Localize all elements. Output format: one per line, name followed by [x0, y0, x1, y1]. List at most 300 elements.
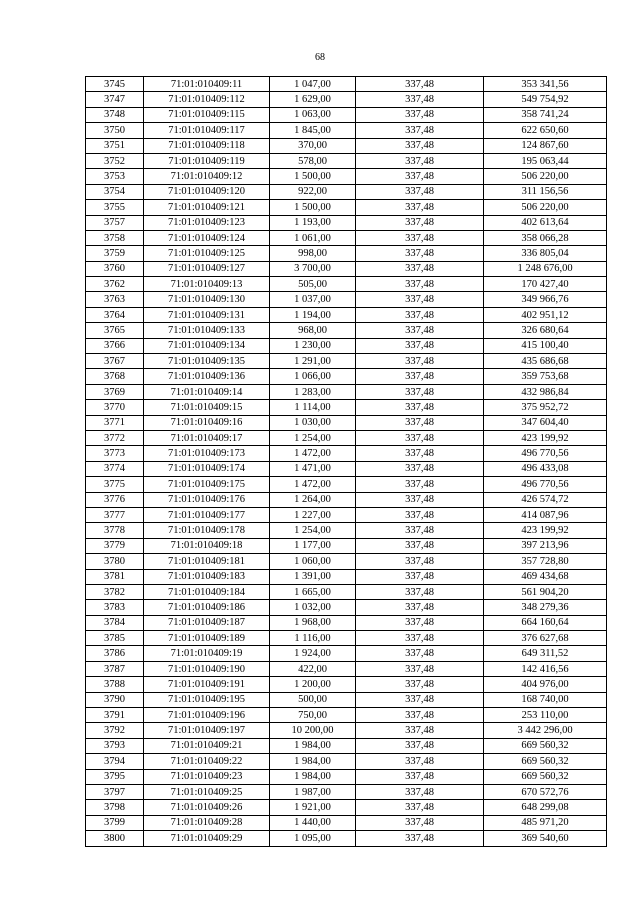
- row-number-cell: 3790: [86, 692, 144, 707]
- rate-cell: 337,48: [356, 738, 484, 753]
- area-cell: 1 254,00: [270, 523, 356, 538]
- rate-cell: 337,48: [356, 77, 484, 92]
- rate-cell: 337,48: [356, 415, 484, 430]
- area-cell: 1 114,00: [270, 400, 356, 415]
- table-row: [86, 338, 607, 353]
- table-row: [86, 492, 607, 507]
- cadastral-number-cell: 71:01:010409:112: [144, 92, 270, 107]
- value-cell: 669 560,32: [484, 738, 607, 753]
- value-cell: 648 299,08: [484, 800, 607, 815]
- area-cell: 1 283,00: [270, 384, 356, 399]
- table-row: [86, 800, 607, 815]
- area-cell: 1 500,00: [270, 200, 356, 215]
- rate-cell: 337,48: [356, 123, 484, 138]
- cadastral-number-cell: 71:01:010409:19: [144, 646, 270, 661]
- cadastral-number-cell: 71:01:010409:187: [144, 615, 270, 630]
- row-number-cell: 3752: [86, 153, 144, 168]
- area-cell: 1 200,00: [270, 677, 356, 692]
- cadastral-number-cell: 71:01:010409:119: [144, 153, 270, 168]
- value-cell: 622 650,60: [484, 123, 607, 138]
- area-cell: 922,00: [270, 184, 356, 199]
- area-cell: 1 471,00: [270, 461, 356, 476]
- value-cell: 326 680,64: [484, 323, 607, 338]
- value-cell: 375 952,72: [484, 400, 607, 415]
- table-row: [86, 277, 607, 292]
- rate-cell: 337,48: [356, 615, 484, 630]
- row-number-cell: 3777: [86, 507, 144, 522]
- cadastral-number-cell: 71:01:010409:29: [144, 831, 270, 846]
- rate-cell: 337,48: [356, 769, 484, 784]
- cadastral-number-cell: 71:01:010409:189: [144, 631, 270, 646]
- area-cell: 1 500,00: [270, 169, 356, 184]
- cadastral-number-cell: 71:01:010409:173: [144, 446, 270, 461]
- table-row: [86, 631, 607, 646]
- area-cell: 1 063,00: [270, 107, 356, 122]
- area-cell: 1 987,00: [270, 784, 356, 799]
- rate-cell: 337,48: [356, 507, 484, 522]
- area-cell: 1 984,00: [270, 738, 356, 753]
- cadastral-number-cell: 71:01:010409:176: [144, 492, 270, 507]
- value-cell: 506 220,00: [484, 169, 607, 184]
- rate-cell: 337,48: [356, 261, 484, 276]
- value-cell: 1 248 676,00: [484, 261, 607, 276]
- rate-cell: 337,48: [356, 661, 484, 676]
- table-row: [86, 292, 607, 307]
- area-cell: 1 968,00: [270, 615, 356, 630]
- value-cell: 311 156,56: [484, 184, 607, 199]
- cadastral-number-cell: 71:01:010409:127: [144, 261, 270, 276]
- area-cell: 998,00: [270, 246, 356, 261]
- value-cell: 496 433,08: [484, 461, 607, 476]
- cadastral-number-cell: 71:01:010409:134: [144, 338, 270, 353]
- table-row: [86, 230, 607, 245]
- rate-cell: 337,48: [356, 800, 484, 815]
- row-number-cell: 3774: [86, 461, 144, 476]
- row-number-cell: 3772: [86, 430, 144, 445]
- row-number-cell: 3784: [86, 615, 144, 630]
- value-cell: 496 770,56: [484, 477, 607, 492]
- cadastral-number-cell: 71:01:010409:124: [144, 230, 270, 245]
- cadastral-number-cell: 71:01:010409:26: [144, 800, 270, 815]
- value-cell: 168 740,00: [484, 692, 607, 707]
- cadastral-number-cell: 71:01:010409:125: [144, 246, 270, 261]
- row-number-cell: 3785: [86, 631, 144, 646]
- value-cell: 423 199,92: [484, 430, 607, 445]
- area-cell: 1 177,00: [270, 538, 356, 553]
- value-cell: 670 572,76: [484, 784, 607, 799]
- rate-cell: 337,48: [356, 584, 484, 599]
- table-row: [86, 184, 607, 199]
- area-cell: 1 472,00: [270, 477, 356, 492]
- cadastral-number-cell: 71:01:010409:117: [144, 123, 270, 138]
- area-cell: 1 037,00: [270, 292, 356, 307]
- cadastral-number-cell: 71:01:010409:21: [144, 738, 270, 753]
- value-cell: 170 427,40: [484, 277, 607, 292]
- cadastral-number-cell: 71:01:010409:22: [144, 754, 270, 769]
- value-cell: 376 627,68: [484, 631, 607, 646]
- area-cell: 1 629,00: [270, 92, 356, 107]
- rate-cell: 337,48: [356, 646, 484, 661]
- cadastral-number-cell: 71:01:010409:177: [144, 507, 270, 522]
- row-number-cell: 3770: [86, 400, 144, 415]
- table-row: [86, 92, 607, 107]
- rate-cell: 337,48: [356, 277, 484, 292]
- table-row: [86, 677, 607, 692]
- value-cell: 3 442 296,00: [484, 723, 607, 738]
- row-number-cell: 3767: [86, 354, 144, 369]
- area-cell: 1 032,00: [270, 600, 356, 615]
- cadastral-number-cell: 71:01:010409:184: [144, 584, 270, 599]
- cadastral-number-cell: 71:01:010409:25: [144, 784, 270, 799]
- rate-cell: 337,48: [356, 215, 484, 230]
- value-cell: 358 066,28: [484, 230, 607, 245]
- cadastral-number-cell: 71:01:010409:136: [144, 369, 270, 384]
- row-number-cell: 3758: [86, 230, 144, 245]
- table-row: [86, 138, 607, 153]
- cadastral-number-cell: 71:01:010409:191: [144, 677, 270, 692]
- value-cell: 549 754,92: [484, 92, 607, 107]
- rate-cell: 337,48: [356, 354, 484, 369]
- value-cell: 347 604,40: [484, 415, 607, 430]
- table-row: [86, 354, 607, 369]
- value-cell: 195 063,44: [484, 153, 607, 168]
- table-row: [86, 538, 607, 553]
- rate-cell: 337,48: [356, 384, 484, 399]
- value-cell: 423 199,92: [484, 523, 607, 538]
- value-cell: 404 976,00: [484, 677, 607, 692]
- area-cell: 578,00: [270, 153, 356, 168]
- table-row: [86, 769, 607, 784]
- row-number-cell: 3763: [86, 292, 144, 307]
- area-cell: 1 264,00: [270, 492, 356, 507]
- row-number-cell: 3773: [86, 446, 144, 461]
- row-number-cell: 3778: [86, 523, 144, 538]
- cadastral-number-cell: 71:01:010409:195: [144, 692, 270, 707]
- row-number-cell: 3795: [86, 769, 144, 784]
- table-body: [86, 77, 607, 847]
- table-row: [86, 323, 607, 338]
- row-number-cell: 3797: [86, 784, 144, 799]
- rate-cell: 337,48: [356, 400, 484, 415]
- area-cell: 1 984,00: [270, 754, 356, 769]
- area-cell: 1 665,00: [270, 584, 356, 599]
- table-row: [86, 615, 607, 630]
- row-number-cell: 3779: [86, 538, 144, 553]
- row-number-cell: 3799: [86, 815, 144, 830]
- cadastral-number-cell: 71:01:010409:118: [144, 138, 270, 153]
- table-row: [86, 153, 607, 168]
- table-row: [86, 215, 607, 230]
- value-cell: 253 110,00: [484, 708, 607, 723]
- table-row: [86, 307, 607, 322]
- row-number-cell: 3786: [86, 646, 144, 661]
- row-number-cell: 3753: [86, 169, 144, 184]
- rate-cell: 337,48: [356, 554, 484, 569]
- area-cell: 3 700,00: [270, 261, 356, 276]
- area-cell: 1 193,00: [270, 215, 356, 230]
- area-cell: 1 984,00: [270, 769, 356, 784]
- row-number-cell: 3782: [86, 584, 144, 599]
- row-number-cell: 3793: [86, 738, 144, 753]
- value-cell: 561 904,20: [484, 584, 607, 599]
- rate-cell: 337,48: [356, 92, 484, 107]
- table-row: [86, 784, 607, 799]
- row-number-cell: 3800: [86, 831, 144, 846]
- rate-cell: 337,48: [356, 631, 484, 646]
- rate-cell: 337,48: [356, 369, 484, 384]
- rate-cell: 337,48: [356, 200, 484, 215]
- row-number-cell: 3755: [86, 200, 144, 215]
- cadastral-number-cell: 71:01:010409:131: [144, 307, 270, 322]
- cadastral-number-cell: 71:01:010409:28: [144, 815, 270, 830]
- value-cell: 336 805,04: [484, 246, 607, 261]
- rate-cell: 337,48: [356, 492, 484, 507]
- row-number-cell: 3783: [86, 600, 144, 615]
- table-row: [86, 646, 607, 661]
- value-cell: 357 728,80: [484, 554, 607, 569]
- table-row: [86, 477, 607, 492]
- area-cell: 1 921,00: [270, 800, 356, 815]
- rate-cell: 337,48: [356, 307, 484, 322]
- rate-cell: 337,48: [356, 754, 484, 769]
- rate-cell: 337,48: [356, 430, 484, 445]
- value-cell: 142 416,56: [484, 661, 607, 676]
- cadastral-number-cell: 71:01:010409:135: [144, 354, 270, 369]
- value-cell: 664 160,64: [484, 615, 607, 630]
- value-cell: 469 434,68: [484, 569, 607, 584]
- row-number-cell: 3780: [86, 554, 144, 569]
- row-number-cell: 3787: [86, 661, 144, 676]
- table-row: [86, 754, 607, 769]
- rate-cell: 337,48: [356, 831, 484, 846]
- rate-cell: 337,48: [356, 538, 484, 553]
- cadastral-number-cell: 71:01:010409:186: [144, 600, 270, 615]
- rate-cell: 337,48: [356, 338, 484, 353]
- table-row: [86, 369, 607, 384]
- rate-cell: 337,48: [356, 107, 484, 122]
- table-row: [86, 430, 607, 445]
- table-row: [86, 831, 607, 846]
- cadastral-number-cell: 71:01:010409:133: [144, 323, 270, 338]
- cadastral-number-cell: 71:01:010409:121: [144, 200, 270, 215]
- row-number-cell: 3768: [86, 369, 144, 384]
- cadastral-number-cell: 71:01:010409:181: [144, 554, 270, 569]
- cadastral-number-cell: 71:01:010409:120: [144, 184, 270, 199]
- row-number-cell: 3757: [86, 215, 144, 230]
- table-row: [86, 261, 607, 276]
- area-cell: 750,00: [270, 708, 356, 723]
- row-number-cell: 3748: [86, 107, 144, 122]
- area-cell: 1 047,00: [270, 77, 356, 92]
- cadastral-number-cell: 71:01:010409:178: [144, 523, 270, 538]
- value-cell: 359 753,68: [484, 369, 607, 384]
- area-cell: 500,00: [270, 692, 356, 707]
- rate-cell: 337,48: [356, 477, 484, 492]
- cadastral-number-cell: 71:01:010409:23: [144, 769, 270, 784]
- row-number-cell: 3750: [86, 123, 144, 138]
- table-row: [86, 661, 607, 676]
- cadastral-number-cell: 71:01:010409:18: [144, 538, 270, 553]
- area-cell: 505,00: [270, 277, 356, 292]
- area-cell: 1 845,00: [270, 123, 356, 138]
- value-cell: 358 741,24: [484, 107, 607, 122]
- area-cell: 1 066,00: [270, 369, 356, 384]
- rate-cell: 337,48: [356, 815, 484, 830]
- table-row: [86, 692, 607, 707]
- area-cell: 1 061,00: [270, 230, 356, 245]
- row-number-cell: 3775: [86, 477, 144, 492]
- page-number: 68: [315, 52, 325, 63]
- cadastral-number-cell: 71:01:010409:14: [144, 384, 270, 399]
- area-cell: 1 030,00: [270, 415, 356, 430]
- row-number-cell: 3788: [86, 677, 144, 692]
- rate-cell: 337,48: [356, 692, 484, 707]
- cadastral-number-cell: 71:01:010409:183: [144, 569, 270, 584]
- cadastral-number-cell: 71:01:010409:17: [144, 430, 270, 445]
- cadastral-number-cell: 71:01:010409:115: [144, 107, 270, 122]
- table-row: [86, 200, 607, 215]
- area-cell: 370,00: [270, 138, 356, 153]
- cadastral-number-cell: 71:01:010409:197: [144, 723, 270, 738]
- rate-cell: 337,48: [356, 184, 484, 199]
- cadastral-number-cell: 71:01:010409:16: [144, 415, 270, 430]
- value-cell: 414 087,96: [484, 507, 607, 522]
- row-number-cell: 3776: [86, 492, 144, 507]
- table-row: [86, 523, 607, 538]
- area-cell: 1 472,00: [270, 446, 356, 461]
- rate-cell: 337,48: [356, 446, 484, 461]
- value-cell: 496 770,56: [484, 446, 607, 461]
- table-row: [86, 569, 607, 584]
- value-cell: 506 220,00: [484, 200, 607, 215]
- cadastral-number-cell: 71:01:010409:13: [144, 277, 270, 292]
- row-number-cell: 3794: [86, 754, 144, 769]
- table-row: [86, 77, 607, 92]
- table-row: [86, 384, 607, 399]
- rate-cell: 337,48: [356, 169, 484, 184]
- row-number-cell: 3791: [86, 708, 144, 723]
- rate-cell: 337,48: [356, 461, 484, 476]
- value-cell: 397 213,96: [484, 538, 607, 553]
- rate-cell: 337,48: [356, 230, 484, 245]
- value-cell: 415 100,40: [484, 338, 607, 353]
- cadastral-value-table: [85, 76, 607, 847]
- table-row: [86, 507, 607, 522]
- table-row: [86, 723, 607, 738]
- rate-cell: 337,48: [356, 723, 484, 738]
- cadastral-number-cell: 71:01:010409:175: [144, 477, 270, 492]
- rate-cell: 337,48: [356, 708, 484, 723]
- table-row: [86, 738, 607, 753]
- value-cell: 369 540,60: [484, 831, 607, 846]
- table-row: [86, 123, 607, 138]
- row-number-cell: 3765: [86, 323, 144, 338]
- cadastral-number-cell: 71:01:010409:123: [144, 215, 270, 230]
- table-row: [86, 107, 607, 122]
- row-number-cell: 3781: [86, 569, 144, 584]
- value-cell: 669 560,32: [484, 769, 607, 784]
- area-cell: 422,00: [270, 661, 356, 676]
- rate-cell: 337,48: [356, 153, 484, 168]
- row-number-cell: 3745: [86, 77, 144, 92]
- value-cell: 124 867,60: [484, 138, 607, 153]
- rate-cell: 337,48: [356, 784, 484, 799]
- area-cell: 1 095,00: [270, 831, 356, 846]
- rate-cell: 337,48: [356, 677, 484, 692]
- value-cell: 435 686,68: [484, 354, 607, 369]
- row-number-cell: 3769: [86, 384, 144, 399]
- area-cell: 1 060,00: [270, 554, 356, 569]
- table-row: [86, 554, 607, 569]
- row-number-cell: 3764: [86, 307, 144, 322]
- table-row: [86, 415, 607, 430]
- cadastral-number-cell: 71:01:010409:196: [144, 708, 270, 723]
- area-cell: 1 924,00: [270, 646, 356, 661]
- value-cell: 348 279,36: [484, 600, 607, 615]
- table-row: [86, 446, 607, 461]
- area-cell: 1 116,00: [270, 631, 356, 646]
- row-number-cell: 3760: [86, 261, 144, 276]
- row-number-cell: 3751: [86, 138, 144, 153]
- area-cell: 1 291,00: [270, 354, 356, 369]
- table-row: [86, 815, 607, 830]
- table-row: [86, 600, 607, 615]
- value-cell: 669 560,32: [484, 754, 607, 769]
- row-number-cell: 3759: [86, 246, 144, 261]
- cadastral-number-cell: 71:01:010409:174: [144, 461, 270, 476]
- cadastral-number-cell: 71:01:010409:190: [144, 661, 270, 676]
- rate-cell: 337,48: [356, 569, 484, 584]
- area-cell: 968,00: [270, 323, 356, 338]
- area-cell: 1 254,00: [270, 430, 356, 445]
- rate-cell: 337,48: [356, 600, 484, 615]
- rate-cell: 337,48: [356, 523, 484, 538]
- row-number-cell: 3754: [86, 184, 144, 199]
- area-cell: 1 227,00: [270, 507, 356, 522]
- area-cell: 1 194,00: [270, 307, 356, 322]
- rate-cell: 337,48: [356, 323, 484, 338]
- row-number-cell: 3747: [86, 92, 144, 107]
- rate-cell: 337,48: [356, 246, 484, 261]
- value-cell: 353 341,56: [484, 77, 607, 92]
- value-cell: 485 971,20: [484, 815, 607, 830]
- value-cell: 349 966,76: [484, 292, 607, 307]
- table-row: [86, 169, 607, 184]
- row-number-cell: 3766: [86, 338, 144, 353]
- row-number-cell: 3762: [86, 277, 144, 292]
- table-row: [86, 246, 607, 261]
- table-row: [86, 400, 607, 415]
- area-cell: 1 230,00: [270, 338, 356, 353]
- cadastral-number-cell: 71:01:010409:11: [144, 77, 270, 92]
- value-cell: 649 311,52: [484, 646, 607, 661]
- table-row: [86, 584, 607, 599]
- rate-cell: 337,48: [356, 292, 484, 307]
- table-row: [86, 708, 607, 723]
- table-row: [86, 461, 607, 476]
- cadastral-number-cell: 71:01:010409:130: [144, 292, 270, 307]
- row-number-cell: 3798: [86, 800, 144, 815]
- row-number-cell: 3792: [86, 723, 144, 738]
- row-number-cell: 3771: [86, 415, 144, 430]
- area-cell: 1 440,00: [270, 815, 356, 830]
- value-cell: 426 574,72: [484, 492, 607, 507]
- cadastral-number-cell: 71:01:010409:12: [144, 169, 270, 184]
- rate-cell: 337,48: [356, 138, 484, 153]
- value-cell: 432 986,84: [484, 384, 607, 399]
- value-cell: 402 951,12: [484, 307, 607, 322]
- area-cell: 10 200,00: [270, 723, 356, 738]
